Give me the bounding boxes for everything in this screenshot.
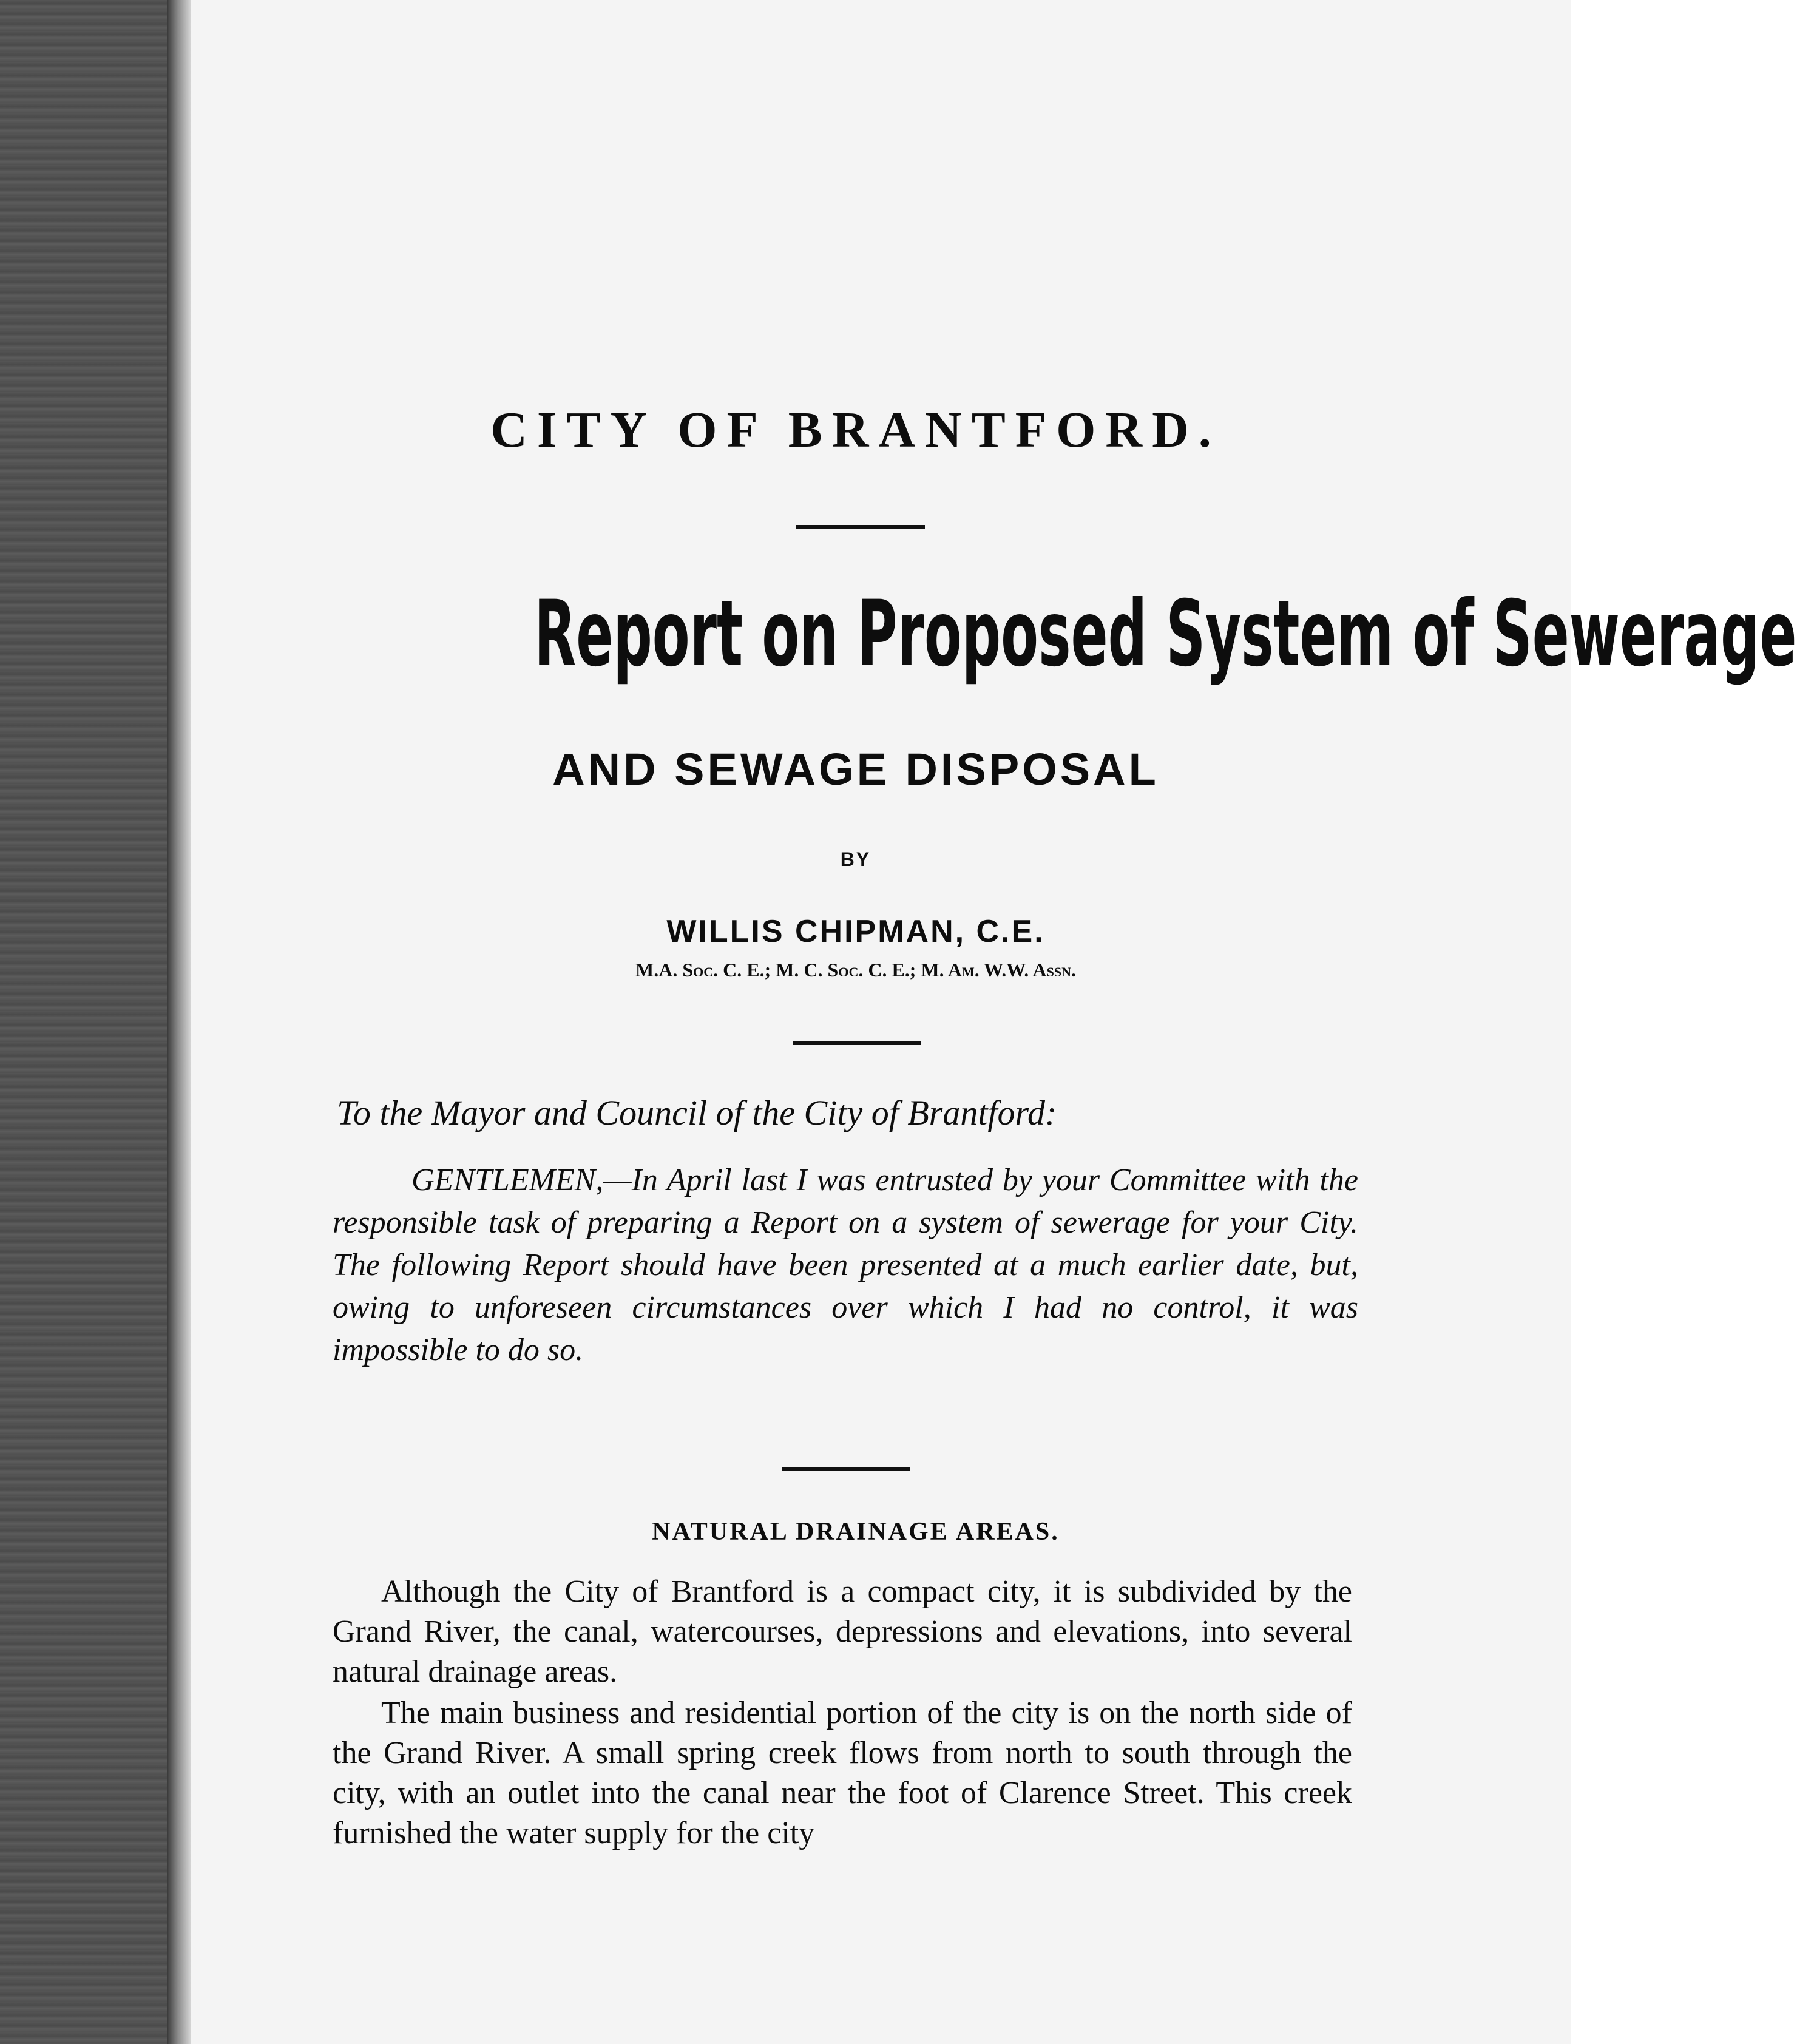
- author-name: WILLIS CHIPMAN, C.E.: [666, 914, 1045, 949]
- letter-body: GENTLEMEN,—In April last I was entrusted by your Committee with the responsible task of preparing a Report on a system of sewerage for your City. The following Report should have been presented at a much earlier date, but, owing to unforeseen circumstances over which I had no control, it was impossible to do so.: [333, 1163, 1358, 1367]
- book-binding: [0, 0, 182, 2044]
- page-gutter: [167, 0, 191, 2044]
- city-title: CITY OF BRANTFORD.: [490, 402, 1221, 458]
- letter-salutation: To the Mayor and Council of the City of Brantford:: [337, 1093, 1057, 1132]
- report-subtitle: AND SEWAGE DISPOSAL: [552, 744, 1159, 794]
- section-paragraph: Although the City of Brantford is a compact city, it is subdivided by the Grand River, the canal, watercourses, depressions and elevations, into several natural drainage areas.: [333, 1574, 1352, 1689]
- author-divider: [793, 1041, 921, 1045]
- letter-divider: [782, 1467, 910, 1471]
- report-title: Report on Proposed System of Sewerage: [534, 581, 1797, 687]
- byline-label: BY: [840, 848, 871, 870]
- section-heading: NATURAL DRAINAGE AREAS.: [652, 1518, 1060, 1546]
- author-credentials: M.A. Soc. C. E.; M. C. Soc. C. E.; M. Am. W.W. Assn.: [635, 959, 1076, 981]
- section-paragraph: The main business and residential portion of the city is on the north side of the Grand River. A small spring creek flows from north to south through the city, with an outlet into the canal near the foot of Clarence Street. This creek furnished the water supply for the city: [333, 1696, 1352, 1850]
- title-divider: [796, 525, 925, 529]
